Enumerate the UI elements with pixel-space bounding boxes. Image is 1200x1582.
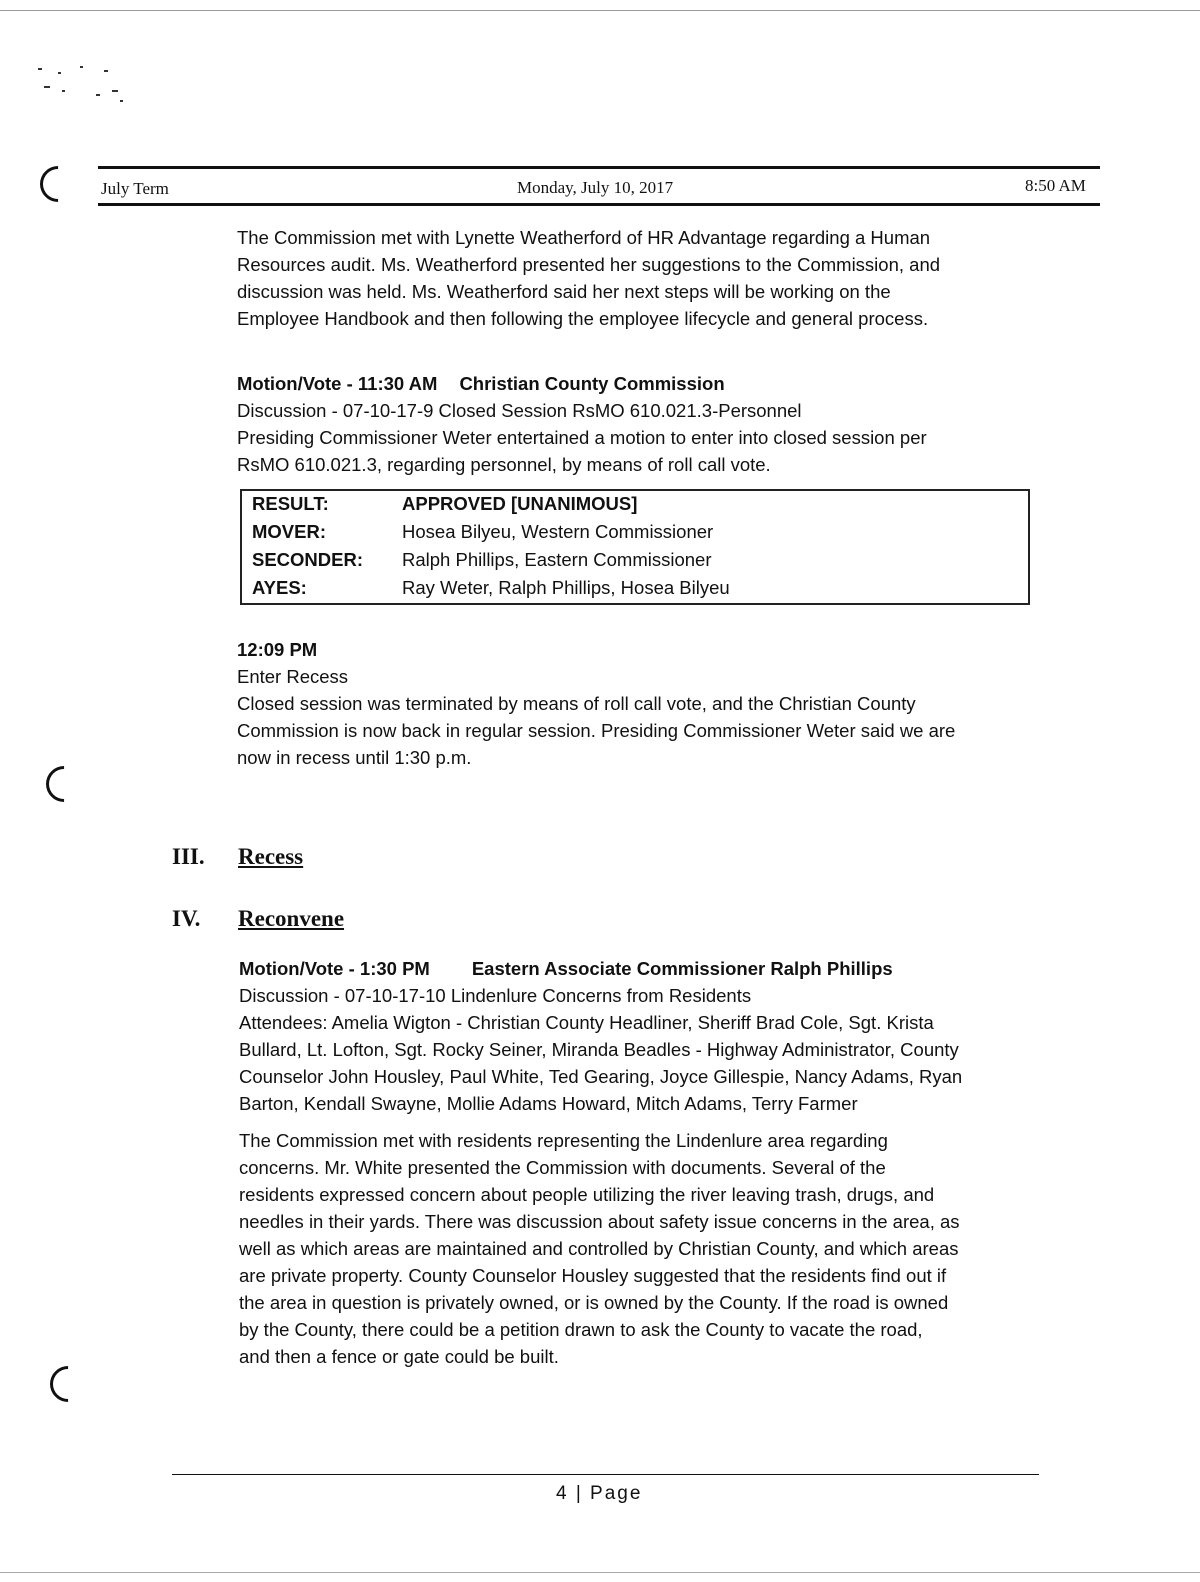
motion-by: Christian County Commission bbox=[459, 373, 725, 394]
vote-label: RESULT: bbox=[252, 493, 329, 514]
vote-label: SECONDER: bbox=[252, 549, 364, 570]
motion-label: Motion/Vote - 1:30 PM bbox=[239, 958, 430, 979]
punch-hole-middle bbox=[39, 759, 90, 810]
text-line: well as which areas are maintained and controlled by Christian County, and which areas bbox=[239, 1238, 959, 1259]
vote-label: AYES: bbox=[252, 577, 307, 598]
text-line: Commission is now back in regular session. Presiding Commissioner Weter said we are bbox=[237, 720, 956, 741]
footer-rule bbox=[172, 1474, 1039, 1475]
motion-discussion: Discussion - 07-10-17-10 Lindenlure Concerns from Residents bbox=[239, 985, 752, 1006]
motion-vote-block-2 bbox=[239, 955, 1029, 1117]
motion-by: Eastern Associate Commissioner Ralph Phillips bbox=[471, 958, 893, 979]
motion-discussion: Discussion - 07-10-17-9 Closed Session RsMO 610.021.3-Personnel bbox=[237, 400, 802, 421]
text-line: Presiding Commissioner Weter entertained a motion to enter into closed session per bbox=[237, 427, 927, 448]
vote-value: Hosea Bilyeu, Western Commissioner bbox=[402, 521, 714, 542]
header-date: Monday, July 10, 2017 bbox=[517, 178, 674, 197]
section-number-iii: III. bbox=[172, 844, 205, 869]
punch-hole-bottom bbox=[43, 1359, 94, 1410]
section-title-reconvene: Reconvene bbox=[238, 906, 345, 931]
text-line: Closed session was terminated by means of roll call vote, and the Christian County bbox=[237, 693, 916, 714]
motion-heading bbox=[237, 370, 1027, 397]
attendees-line: Bullard, Lt. Lofton, Sgt. Rocky Seiner, Miranda Beadles - Highway Administrator, County bbox=[239, 1039, 959, 1060]
lindenlure-paragraph bbox=[239, 1127, 1039, 1370]
vote-value: Ralph Phillips, Eastern Commissioner bbox=[402, 549, 712, 570]
text-line: Resources audit. Ms. Weatherford presented her suggestions to the Commission, and bbox=[237, 254, 941, 275]
entry-title: Enter Recess bbox=[237, 666, 349, 687]
header-term: July Term bbox=[101, 179, 169, 198]
vote-value: Ray Weter, Ralph Phillips, Hosea Bilyeu bbox=[402, 577, 730, 598]
text-line: and then a fence or gate could be built. bbox=[239, 1346, 559, 1367]
punch-hole-top bbox=[33, 159, 84, 210]
section-title-recess: Recess bbox=[238, 844, 304, 869]
vote-value: APPROVED [UNANIMOUS] bbox=[402, 493, 638, 514]
vote-result-table bbox=[240, 489, 1030, 605]
page-number: 4 | Page bbox=[556, 1483, 643, 1504]
text-line: by the County, there could be a petition drawn to ask the County to vacate the road, bbox=[239, 1319, 923, 1340]
text-line: the area in question is privately owned, or is owned by the County. If the road is owned bbox=[239, 1292, 949, 1313]
text-line: Employee Handbook and then following the employee lifecycle and general process. bbox=[237, 308, 929, 329]
entry-time: 12:09 PM bbox=[237, 639, 318, 660]
text-line: The Commission met with residents representing the Lindenlure area regarding bbox=[239, 1130, 888, 1151]
text-line: are private property. County Counselor Housley suggested that the residents find out if bbox=[239, 1265, 947, 1286]
motion-label: Motion/Vote - 11:30 AM bbox=[237, 373, 438, 394]
header-rule-top bbox=[98, 166, 1100, 169]
scan-edge-top bbox=[0, 10, 1200, 11]
attendees-line: Counselor John Housley, Paul White, Ted Gearing, Joyce Gillespie, Nancy Adams, Ryan bbox=[239, 1066, 963, 1087]
vote-label: MOVER: bbox=[252, 521, 326, 542]
scan-edge-bottom bbox=[0, 1572, 1200, 1573]
intro-paragraph bbox=[237, 224, 1027, 332]
attendees-line: Barton, Kendall Swayne, Mollie Adams Howard, Mitch Adams, Terry Farmer bbox=[239, 1093, 858, 1114]
attendees-line: Attendees: Amelia Wigton - Christian County Headliner, Sheriff Brad Cole, Sgt. Krista bbox=[239, 1012, 934, 1033]
text-line: discussion was held. Ms. Weatherford said her next steps will be working on the bbox=[237, 281, 891, 302]
text-line: residents expressed concern about people utilizing the river leaving trash, drugs, and bbox=[239, 1184, 935, 1205]
section-number-iv: IV. bbox=[172, 906, 201, 931]
recess-entry bbox=[237, 636, 1027, 771]
motion-vote-block-1 bbox=[237, 370, 1027, 478]
header-rule-bottom bbox=[98, 203, 1100, 206]
text-line: needles in their yards. There was discussion about safety issue concerns in the area, as bbox=[239, 1211, 960, 1232]
text-line: concerns. Mr. White presented the Commission with documents. Several of the bbox=[239, 1157, 886, 1178]
text-line: now in recess until 1:30 p.m. bbox=[237, 747, 472, 768]
text-line: RsMO 610.021.3, regarding personnel, by means of roll call vote. bbox=[237, 454, 771, 475]
motion-heading bbox=[239, 955, 1029, 982]
header-time: 8:50 AM bbox=[1025, 176, 1086, 195]
text-line: The Commission met with Lynette Weatherford of HR Advantage regarding a Human bbox=[237, 227, 931, 248]
